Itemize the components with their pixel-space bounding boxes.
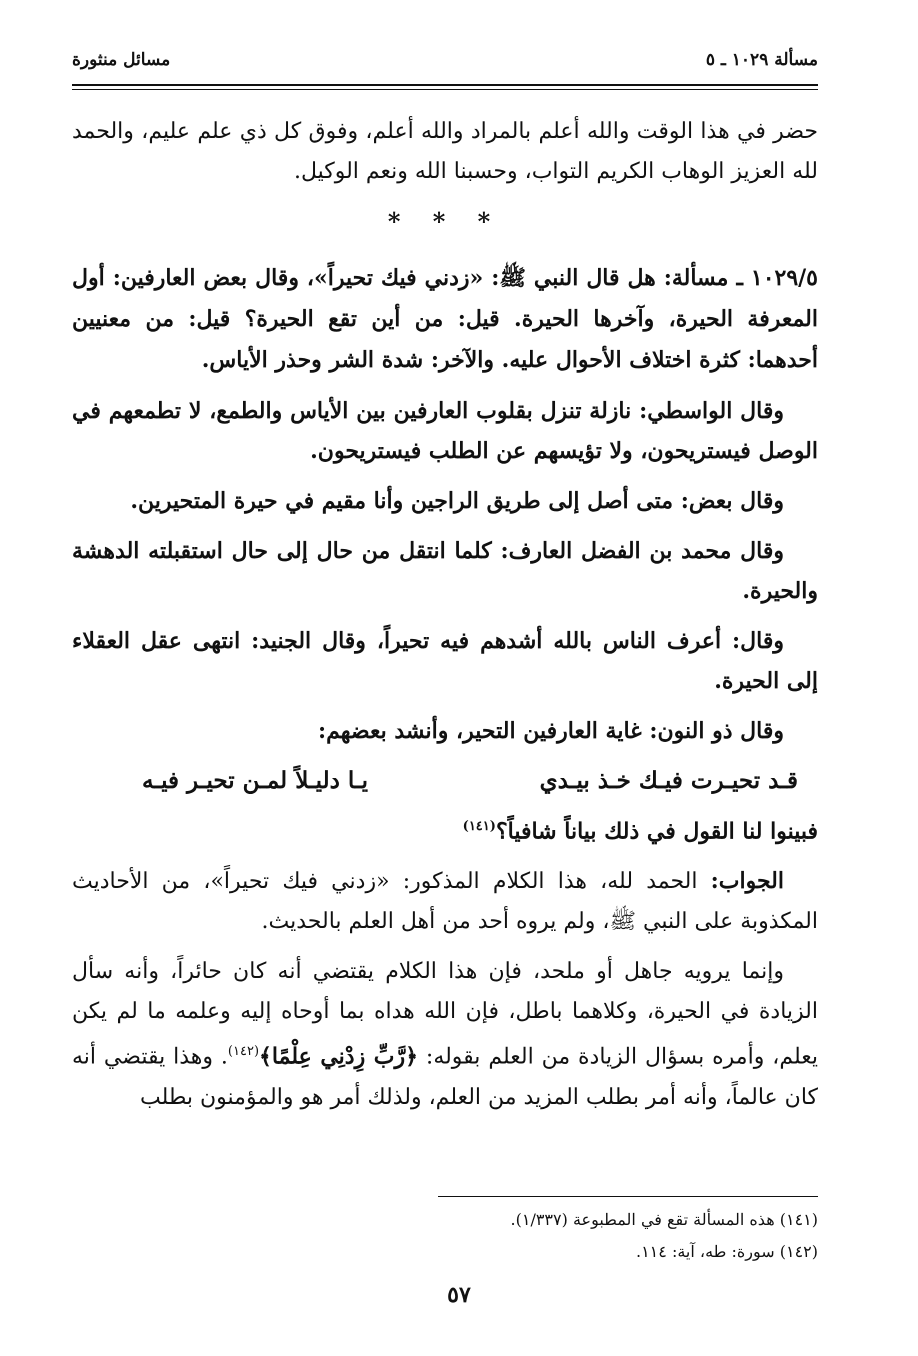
answer-text: الحمد لله، هذا الكلام المذكور: «زدني فيك تحيراً»، من الأحاديث المكذوبة على النبي ﷺ، ولم يروه أحد من أهل العلم بالحديث. [72, 869, 818, 935]
explanation-text-a: وإنما يرويه جاهل أو ملحد، فإن هذا الكلام يقتضي أنه كان حائراً، وأنه سأل الزيادة في الحيرة، وكلاهما باطل، فإن الله هداه بما أوحاه إليه وعلمه ما لم يكن يعلم، وأمره بسؤال الزيادة من العلم بقوله: [72, 959, 818, 1070]
poem-verse [72, 761, 818, 801]
poem-hemistich-right: قـد تحيـرت فيـك خـذ بيـدي [539, 767, 798, 794]
running-header-title: مسائل منثورة [72, 50, 171, 70]
header-rule-thin [72, 89, 818, 90]
paragraph-junaid: وقال: أعرف الناس بالله أشدهم فيه تحيراً، وقال الجنيد: انتهى عقل العقلاء إلى الحيرة. [72, 628, 818, 694]
question-closing [72, 807, 818, 851]
paragraph-explanation [72, 952, 818, 1117]
answer-paragraph [72, 861, 818, 942]
footnote-141: (١٤١) هذه المسألة تقع في المطبوعة (١/٣٣٧). [510, 1210, 818, 1229]
paragraph-wasiti: وقال الواسطي: نازلة تنزل بقلوب العارفين بين الأياس والطمع، لا تطمعهم في الوصل فيستريحون، ولا تؤيسهم عن الطلب فيستريحون. [72, 398, 818, 464]
footnote-142: (١٤٢) سورة: طه، آية: ١١٤. [635, 1242, 818, 1261]
question-paragraph [72, 258, 818, 381]
header-rule-thick [72, 84, 818, 86]
footnote-ref-142: (١٤٢) [227, 1044, 260, 1060]
question-number: ١٠٢٩/٥ ـ مسألة: [663, 265, 818, 291]
poem-hemistich-left: يـا دليـلاً لمـن تحيـر فيـه [142, 767, 369, 794]
quran-quote: ﴿رَّبِّ زِدْنِي عِلْمًا﴾ [259, 1043, 418, 1070]
footnote-rule [438, 1196, 818, 1197]
page-number: ٥٧ [447, 1282, 471, 1308]
explanation-text-b: . وهذا يقتضي أنه كان عالماً، وأنه أمر بطلب المزيد من العلم، ولذلك أمر هو والمؤمنون بطلب [72, 1044, 818, 1110]
question-closing-text: فبينوا لنا القول في ذلك بياناً شافياً؟ [495, 818, 818, 845]
paragraph-closing: حضر في هذا الوقت والله أعلم بالمراد والله أعلم، وفوق كل ذي علم عليم، والحمد لله العزيز الوهاب الكريم التواب، وحسبنا الله ونعم الوكيل. [72, 119, 818, 184]
question-text: هل قال النبي ﷺ: «زدني فيك تحيراً»، وقال بعض العارفين: أول المعرفة الحيرة، وآخرها الحيرة. قيل: من أين تقع الحيرة؟ قيل: من معنيين أحدهما: كثرة اختلاف الأحوال عليه. والآخر: شدة الشر وحذر الأياس. [72, 265, 818, 373]
page-body [72, 112, 818, 1128]
section-separator: * * * [387, 207, 503, 236]
footnote-ref-141: (١٤١) [462, 819, 496, 834]
answer-heading: الجواب: [710, 868, 784, 895]
running-header-issue: مسألة ١٠٢٩ ـ ٥ [705, 50, 818, 70]
paragraph-baad: وقال بعض: متى أصل إلى طريق الراجين وأنا مقيم في حيرة المتحيرين. [130, 488, 784, 514]
paragraph-dhunnun: وقال ذو النون: غاية العارفين التحير، وأنشد بعضهم: [317, 718, 784, 744]
paragraph-fadl: وقال محمد بن الفضل العارف: كلما انتقل من حال إلى حال استقبلته الدهشة والحيرة. [72, 538, 818, 604]
footnotes [72, 1204, 818, 1268]
